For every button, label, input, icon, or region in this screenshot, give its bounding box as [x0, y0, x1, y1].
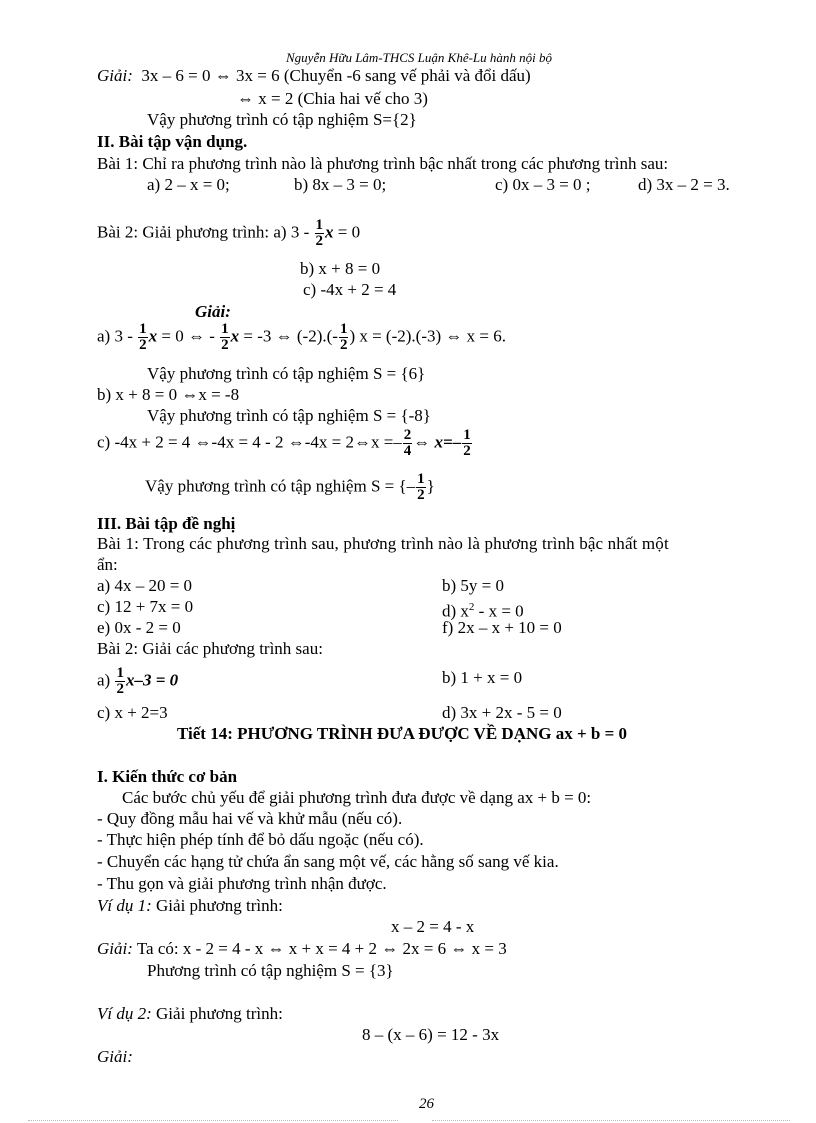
solution-a: a) 3 - $\frac{1}{2}$ x = 0 ⇔ - $\frac{1}{2}$ x = -3 ⇔ (-2).(- $\frac{1}{2}$ ) x = (-2).(-3) ⇔ x = 6.	[97, 321, 506, 353]
step-4: - Thu gọn và giải phương trình nhận được.	[97, 874, 387, 893]
proposed-exercise-1-line-2: ẩn:	[97, 555, 118, 574]
problem-c: c) x + 2=3	[97, 703, 168, 722]
step-3: - Chuyển các hạng tử chứa ẩn sang một vế, các hằng số sang vế kia.	[97, 852, 559, 871]
steps-intro: Các bước chủ yếu để giải phương trình đưa được về dạng ax + b = 0:	[122, 788, 592, 807]
step-2: - Thực hiện phép tính để bỏ dấu ngoặc (nếu có).	[97, 830, 424, 849]
lesson-title: Tiết 14: PHƯƠNG TRÌNH ĐƯA ĐƯỢC VỀ DẠNG ax + b = 0	[177, 724, 628, 743]
problem-d: d) 3x + 2x - 5 = 0	[442, 703, 562, 722]
example-1-conclusion: Phương trình có tập nghiệm S = {3}	[147, 961, 394, 980]
example-2-equation: 8 – (x – 6) = 12 - 3x	[362, 1025, 500, 1044]
solution-a-conclusion: Vậy phương trình có tập nghiệm S = {6}	[147, 364, 426, 383]
exercise-1-b: b) 8x – 3 = 0;	[294, 175, 387, 194]
section-2-title: II. Bài tập vận dụng.	[97, 132, 248, 151]
exercise-1-prompt: Bài 1: Chỉ ra phương trình nào là phương trình bậc nhất trong các phương trình sau:	[97, 154, 669, 173]
page-number: 26	[419, 1096, 434, 1112]
example-1-label: Ví dụ 1: Giải phương trình:	[97, 896, 283, 915]
solution-c-conclusion: Vậy phương trình có tập nghiệm S = {– $\frac{1}{2}$ }	[145, 471, 435, 503]
example-1-equation: x – 2 = 4 - x	[391, 917, 475, 936]
solution-b-conclusion: Vậy phương trình có tập nghiệm S = {-8}	[147, 406, 431, 425]
equation-b: b) 5y = 0	[442, 576, 504, 595]
example-2-label: Ví dụ 2: Giải phương trình:	[97, 1004, 283, 1023]
solution-line-1: Giải: 3x – 6 = 0 ⇔ 3x = 6 (Chuyển -6 sang vế phải và đổi dấu)	[97, 66, 531, 85]
section-3-title: III. Bài tập đề nghị	[97, 514, 236, 533]
exercise-2-c: c) -4x + 2 = 4	[303, 280, 397, 299]
exercise-1-d: d) 3x – 2 = 3.	[638, 175, 730, 194]
equation-f: f) 2x – x + 10 = 0	[442, 618, 562, 637]
example-2-solution-label: Giải:	[97, 1047, 133, 1066]
exercise-2-b: b) x + 8 = 0	[300, 259, 381, 278]
exercise-1-c: c) 0x – 3 = 0 ;	[495, 175, 591, 194]
equation-e: e) 0x - 2 = 0	[97, 618, 181, 637]
equation-c: c) 12 + 7x = 0	[97, 597, 194, 616]
example-1-solution: Giải: Ta có: x - 2 = 4 - x ⇔ x + x = 4 + 2 ⇔ 2x = 6 ⇔ x = 3	[97, 939, 507, 958]
solution-conclusion: Vậy phương trình có tập nghiệm S={2}	[147, 110, 417, 129]
footer-divider-right	[432, 1120, 790, 1121]
equation-d: d) $x^2 - x = 0$	[442, 601, 524, 621]
footer-divider-left	[28, 1120, 398, 1121]
solution-b: b) x + 8 = 0 ⇔x = -8	[97, 385, 240, 404]
page-header: Nguyễn Hữu Lâm-THCS Luận Khê-Lu hành nội bộ	[286, 50, 553, 65]
problem-b: b) 1 + x = 0	[442, 668, 523, 687]
equation-a: a) 4x – 20 = 0	[97, 576, 193, 595]
solution-heading: Giải:	[195, 302, 231, 321]
solution-line-2: ⇔ x = 2 (Chia hai vế cho 3)	[237, 89, 428, 108]
exercise-2-prompt: Bài 2: Giải phương trình: a) 3 - $\frac{1}{2}$ x = 0	[97, 217, 361, 249]
section-1-title: I. Kiến thức cơ bản	[97, 767, 238, 786]
proposed-exercise-2: Bài 2: Giải các phương trình sau:	[97, 639, 323, 658]
solution-c: c) -4x + 2 = 4 ⇔-4x = 4 - 2 ⇔-4x = 2⇔x =– $\frac{2}{4}$ ⇔ x=– $\frac{1}{2}$	[97, 427, 471, 459]
exercise-1-a: a) 2 – x = 0;	[147, 175, 230, 194]
proposed-exercise-1-line-1: Bài 1: Trong các phương trình sau, phương trình nào là phương trình bậc nhất một	[97, 534, 669, 553]
step-1: - Quy đồng mẫu hai vế và khử mẫu (nếu có).	[97, 809, 403, 828]
problem-a: a) $\frac{1}{2}$ x–3 = 0	[97, 665, 179, 697]
